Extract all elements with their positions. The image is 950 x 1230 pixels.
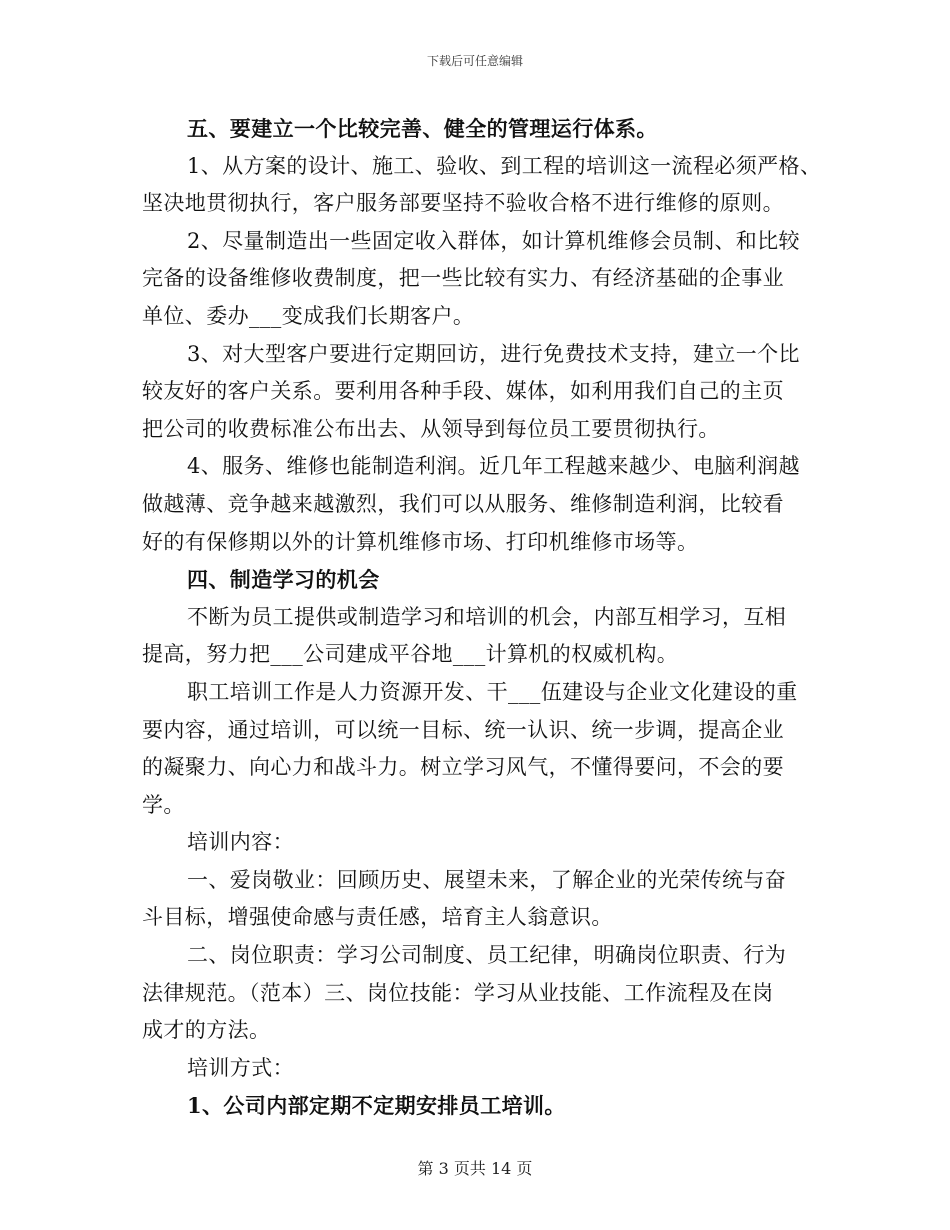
text-line: 不断为员工提供或制造学习和培训的机会，内部互相学习，互相 — [187, 604, 787, 629]
text-line: 要内容，通过培训，可以统一目标、统一认识、统一步调，提高企业 — [142, 717, 784, 742]
text-line: 坚决地贯彻执行，客户服务部要坚持不验收合格不进行维修的原则。 — [142, 191, 784, 216]
section-heading-line: 四、制造学习的机会 — [187, 567, 380, 593]
text-line: 一、爱岗敬业：回顾历史、展望未来，了解企业的光荣传统与奋 — [187, 867, 787, 892]
text-line: 1、从方案的设计、施工、验收、到工程的培训这一流程必须严格、 — [187, 153, 822, 178]
text-line: 职工培训工作是人力资源开发、干___伍建设与企业文化建设的重 — [187, 679, 798, 704]
page-header: 下载后可任意编辑 — [426, 54, 523, 68]
section-heading-line: 五、要建立一个比较完善、健全的管理运行体系。 — [187, 116, 658, 141]
text-line: 学。 — [142, 792, 185, 817]
text-line: 培训内容： — [187, 830, 294, 855]
text-line: 完备的设备维修收费制度，把一些比较有实力、有经济基础的企事业 — [142, 266, 784, 291]
text-line: 成才的方法。 — [142, 1018, 271, 1043]
page-footer: 第 3 页共 14 页 — [417, 1159, 533, 1178]
text-line: 把公司的收费标准公布出去、从领导到每位员工要贯彻执行。 — [142, 416, 720, 441]
text-line: 较友好的客户关系。要利用各种手段、媒体，如利用我们自己的主页 — [142, 379, 784, 404]
text-line: 培训方式： — [187, 1055, 294, 1080]
text-line: 二、岗位职责：学习公司制度、员工纪律，明确岗位职责、行为 — [187, 943, 787, 968]
text-line: 提高，努力把___公司建成平谷地___计算机的权威机构。 — [142, 642, 679, 667]
text-line: 3、对大型客户要进行定期回访，进行免费技术支持，建立一个比 — [187, 341, 800, 366]
text-line: 4、服务、维修也能制造利润。近几年工程越来越少、电脑利润越 — [187, 454, 800, 479]
text-line: 单位、委办___变成我们长期客户。 — [142, 303, 475, 328]
text-line: 的凝聚力、向心力和战斗力。树立学习风气，不懂得要问，不会的要 — [142, 755, 784, 780]
section-heading-line: 1、公司内部定期不定期安排员工培训。 — [187, 1093, 566, 1119]
text-line: 2、尽量制造出一些固定收入群体，如计算机维修会员制、和比较 — [187, 228, 800, 253]
text-line: 法律规范。（范本）三、岗位技能：学习从业技能、工作流程及在岗 — [142, 980, 774, 1005]
text-line: 斗目标，增强使命感与责任感，培育主人翁意识。 — [142, 905, 613, 930]
document-body — [142, 110, 822, 1125]
text-line: 好的有保修期以外的计算机维修市场、打印机维修市场等。 — [142, 529, 699, 554]
text-line: 做越薄、竞争越来越激烈，我们可以从服务、维修制造利润，比较看 — [142, 491, 784, 516]
